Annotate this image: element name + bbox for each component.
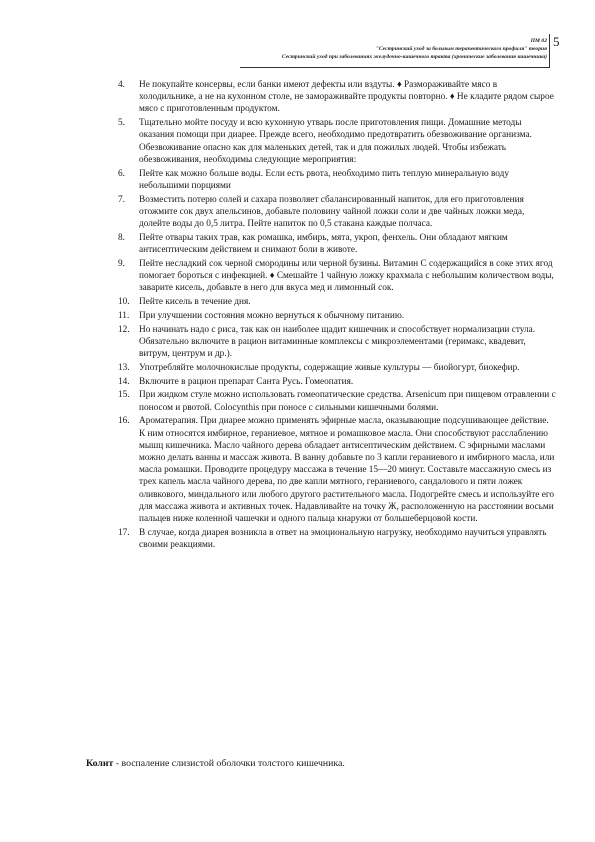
list-item-text: Пейте отвары таких трав, как ромашка, имбирь, мята, укроп, фенхель. Они обладают мягким антисептическим действием и снимают боли в животе. — [139, 232, 508, 256]
list-item-text: Тщательно мойте посуду и всю кухонную утварь после приготовления пищи. Домашние методы оказания помощи при диарее. Прежде всего, необходимо предотвратить обезвоживание организма. Обезвоживание опасно как для маленьких детей, так и для пожилых людей. Чтобы избежать обезвоживания, необходимы следующие мероприятия: — [139, 118, 532, 165]
list-item — [106, 79, 556, 116]
list-item — [106, 310, 556, 322]
list-item — [106, 389, 556, 413]
list-item-text: Пейте кисель в течение дня. — [139, 297, 251, 308]
list-item-text: Употребляйте молочнокислые продукты, содержащие живые культуры — биойогурт, биокефир. — [139, 362, 520, 373]
list-item-text: Не покупайте консервы, если банки имеют дефекты или вздуты. ♦ Размораживайте мясо в холодильнике, а не на кухонном столе, не замораживайте продукты повторно. ♦ Не кладите рядом сырое мясо с приготовленным продуктом. — [139, 80, 554, 115]
numbered-list — [106, 79, 556, 553]
list-item — [106, 232, 556, 256]
list-item — [106, 376, 556, 388]
list-item-number: 13. — [118, 362, 130, 373]
list-item — [106, 362, 556, 374]
list-item — [106, 168, 556, 192]
list-item — [106, 324, 556, 361]
list-item — [106, 258, 556, 295]
header-topic-title: Сестринский уход при заболеваниях желудочно-кишечного тракта (хронические заболевания кишечника) — [281, 54, 547, 60]
list-item-number: 12. — [118, 324, 130, 335]
list-item-number: 14. — [118, 376, 130, 387]
list-item-number: 6. — [118, 168, 125, 179]
list-item-number: 8. — [118, 232, 125, 243]
list-item-number: 5. — [118, 118, 125, 129]
page-number: 5 — [553, 34, 560, 49]
list-item — [106, 194, 556, 231]
list-item-text: Включите в рацион препарат Санта Русь. Гомеопатия. — [139, 376, 354, 387]
colitis-definition — [86, 758, 345, 769]
header-vertical-rule — [549, 34, 550, 68]
list-item-text: При жидком стуле можно использовать гомеопатические средства. Arsenicum при пищевом отравлении с поносом и рвотой. Colocynthis при поносе с сильными кишечными болями. — [139, 390, 556, 413]
list-item-number: 11. — [118, 310, 130, 321]
list-item-text: В случае, когда диарея возникла в ответ на эмоциональную нагрузку, необходимо научиться управлять своими реакциями. — [139, 527, 547, 551]
list-item-text: Пейте как можно больше воды. Если есть рвота, необходимо пить теплую минеральную воду небольшими порциями — [139, 168, 510, 191]
list-item-number: 15. — [118, 390, 130, 401]
list-item-number: 4. — [118, 80, 125, 90]
list-item — [106, 117, 556, 166]
list-item-text: Но начинать надо с риса, так как он наиболее щадит кишечник и способствует нормализации стула. Обязательно включите в рацион витаминные комплексы с микроэлементами (геримакс, квадевит, витрум, центрум и др.). — [139, 324, 536, 360]
definition-term: Колит — [86, 758, 114, 769]
list-item — [106, 296, 556, 308]
header-module-code: ПМ 02 — [530, 38, 547, 44]
list-item-number: 17. — [118, 527, 130, 538]
list-item — [106, 415, 556, 525]
list-item-number: 9. — [118, 258, 125, 269]
list-item-number: 16. — [118, 416, 130, 427]
header-horizontal-rule — [240, 67, 549, 68]
list-item-text: При улучшении состояния можно вернуться к обычному питанию. — [139, 310, 405, 321]
list-item-text: Пейте несладкий сок черной смородины или черной бузины. Витамин С содержащийся в соке этих ягод помогает бороться с инфекцией. ♦ Смешайте 1 чайную ложку крахмала с небольшим количеством воды, заварите кисель, добавьте в него для вкуса мед и лимонный сок. — [139, 258, 554, 294]
page-header — [127, 37, 547, 61]
list-item-number: 10. — [118, 297, 130, 308]
definition-text: - воспаление слизистой оболочки толстого кишечника. — [113, 758, 345, 769]
list-item-number: 7. — [118, 194, 125, 205]
list-item-text: Возместить потерю солей и сахара позволяет сбалансированный напиток, для его приготовления отожмите сок двух апельсинов, добавьте половину чайной ложки соли и две чайных ложки меда, долейте воды до 0,5 литра. Пейте напиток по 0,5 стакана каждые полчаса. — [139, 194, 525, 230]
list-item — [106, 527, 556, 551]
list-item-text: Ароматерапия. При диарее можно применять эфирные масла, оказывающие подсушивающее действие. К ним относятся имбирное, гераниевое, мятное и ромашковое масла. Они способствуют расслаблению мышц кишечника. Масло чайного дерева обладает антисептическим действием. С эфирными маслами можно делать ванны и массаж живота. В ванну добавьте по 3 капли гераниевого и имбирного масла, или масла ромашки. Проводите процедуру массажа в течение 15—20 минут. Составьте массажную смесь из трех капель масла чайного дерева, по две капли мятного, гераниевого, сандалового и пяти ложек оливкового, миндального или любого другого растительного масла. Подогрейте смесь и используйте его для массажа живота и активных точек. Надавливайте на точку Ж, расположенную на расстоянии восьми пальцев ниже коленной чашечки и одного пальца кнаружи от большеберцовой кости. — [139, 416, 555, 525]
header-course-title: "Сестринский уход за больным терапевтического профиля" теория — [375, 46, 547, 52]
